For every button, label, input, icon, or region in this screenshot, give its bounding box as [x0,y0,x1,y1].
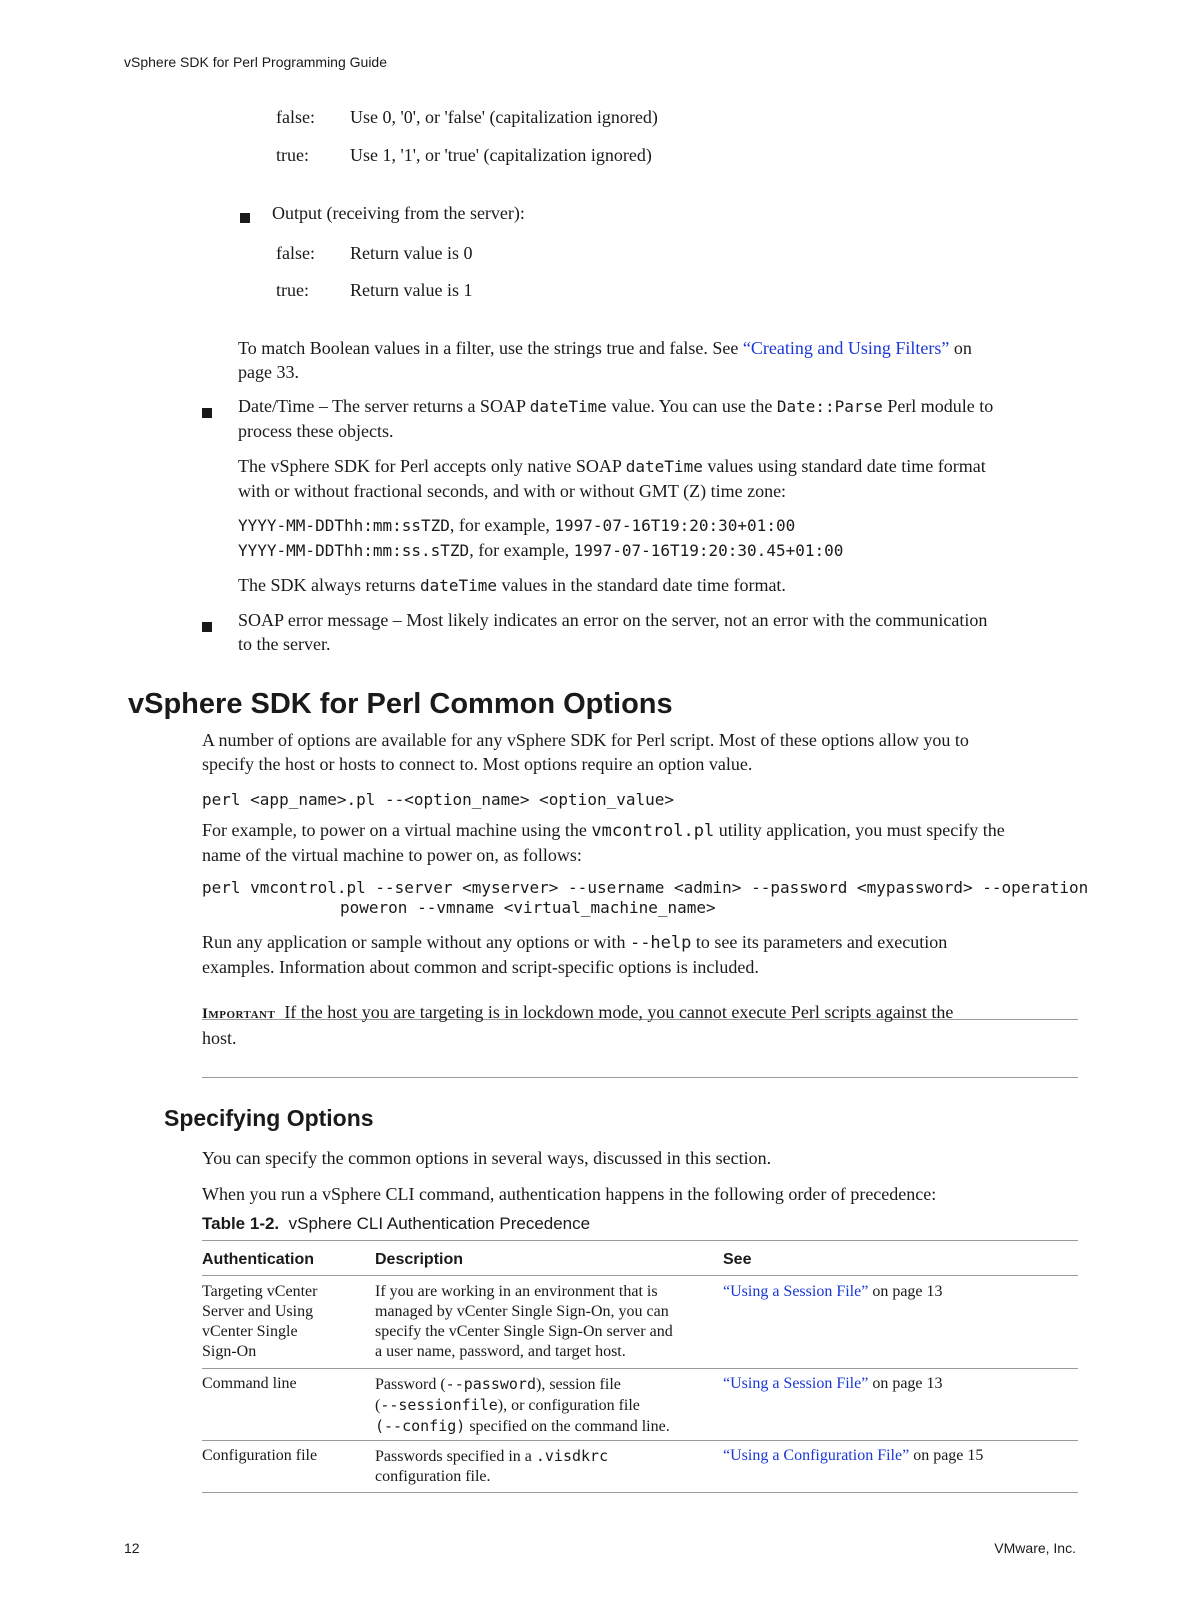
bullet-icon [202,408,212,418]
table-header-description: Description [375,1251,464,1268]
precedence-intro: When you run a vSphere CLI command, authentication happens in the following order of precedence: [202,1184,937,1204]
page-number: 12 [124,1540,140,1556]
output-value-true: true: Return value is 1 [276,280,473,300]
configuration-file-link[interactable]: “Using a Configuration File” [723,1447,910,1464]
soap-error-paragraph: SOAP error message – Most likely indicates an error on the server, not an error with the communication to the server. [238,610,988,654]
datetime-formats: YYYY-MM-DDThh:mm:ssTZD, for example, 1997-07-16T19:20:30+01:00 YYYY-MM-DDThh:mm:ss.sTZD, for example, 1997-07-16T19:20:30.45+01:00 [238,515,844,560]
table-row-3-desc: Passwords specified in a .visdkrc configuration file. [375,1447,609,1485]
table-row-2-auth: Command line [202,1375,297,1392]
table-header-see: See [723,1251,752,1268]
table-row-3-see: “Using a Configuration File” on page 15 [723,1447,984,1464]
section-title-common-options: vSphere SDK for Perl Common Options [128,688,673,720]
table-row-rule [202,1440,1078,1441]
input-value-false: false: Use 0, '0', or 'false' (capitalization ignored) [276,107,658,127]
specifying-options-intro: You can specify the common options in several ways, discussed in this section. [202,1148,772,1168]
session-file-link[interactable]: “Using a Session File” [723,1283,869,1300]
company-name: VMware, Inc. [994,1540,1076,1556]
table-caption: Table 1-2. vSphere CLI Authentication Precedence [202,1214,591,1233]
output-value-false: false: Return value is 0 [276,243,473,263]
table-row-1-desc: If you are working in an environment that is managed by vCenter Single Sign-On, you can specify the vCenter Single Sign-On server and a user name, password, and target host. [375,1283,673,1360]
table-row-rule [202,1368,1078,1369]
datetime-format-paragraph: The vSphere SDK for Perl accepts only native SOAP dateTime values using standard date time format with or without fractional seconds, and with or without GMT (Z) time zone: [238,456,986,501]
table-bottom-rule [202,1492,1078,1493]
vmcontrol-paragraph: For example, to power on a virtual machine using the vmcontrol.pl utility application, you must specify the name of the virtual machine to power on, as follows: [202,820,1005,865]
table-row-2-desc: Password (--password), session file (--sessionfile), or configuration file (--config) specified on the command line. [375,1375,670,1435]
code-sample-vmcontrol: perl vmcontrol.pl --server <myserver> --username <admin> --password <mypassword> --operation poweron --vmname <virtual_machine_name> [202,878,1089,917]
code-sample-generic: perl <app_name>.pl --<option_name> <option_value> [202,790,675,809]
input-value-true: true: Use 1, '1', or 'true' (capitalization ignored) [276,145,652,165]
bullet-icon [202,622,212,632]
table-row-1-auth: Targeting vCenter Server and Using vCenter Single Sign-On [202,1283,318,1360]
datetime-paragraph: Date/Time – The server returns a SOAP dateTime value. You can use the Date::Parse Perl module to process these objects. [238,396,994,441]
table-header-authentication: Authentication [202,1251,314,1268]
output-bullet-text: Output (receiving from the server): [272,203,525,223]
table-row-2-see: “Using a Session File” on page 13 [723,1375,943,1392]
table-row-3-auth: Configuration file [202,1447,318,1464]
important-note: Important If the host you are targeting is in lockdown mode, you cannot execute Perl scripts against the host. [202,1002,954,1048]
input-values-list [276,105,658,167]
running-header: vSphere SDK for Perl Programming Guide [124,54,387,70]
divider [202,1077,1078,1078]
table-header-rule [202,1275,1078,1276]
table-top-rule [202,1240,1078,1241]
output-values-list [276,241,472,302]
help-paragraph: Run any application or sample without any options or with --help to see its parameters and execution examples. Information about common and script-specific options is included. [202,932,948,977]
bullet-icon [240,213,250,223]
table-row-1-see: “Using a Session File” on page 13 [723,1283,943,1300]
filter-note: To match Boolean values in a filter, use the strings true and false. See “Creating and Using Filters” on page 33. [238,338,972,382]
datetime-return-note: The SDK always returns dateTime values in the standard date time format. [238,575,786,595]
section-title-specifying-options: Specifying Options [164,1105,374,1131]
creating-filters-link[interactable]: “Creating and Using Filters” [742,338,950,358]
session-file-link[interactable]: “Using a Session File” [723,1375,869,1392]
common-options-intro: A number of options are available for any vSphere SDK for Perl script. Most of these options allow you to specify the host or hosts to connect to. Most options require an option value. [202,730,969,774]
